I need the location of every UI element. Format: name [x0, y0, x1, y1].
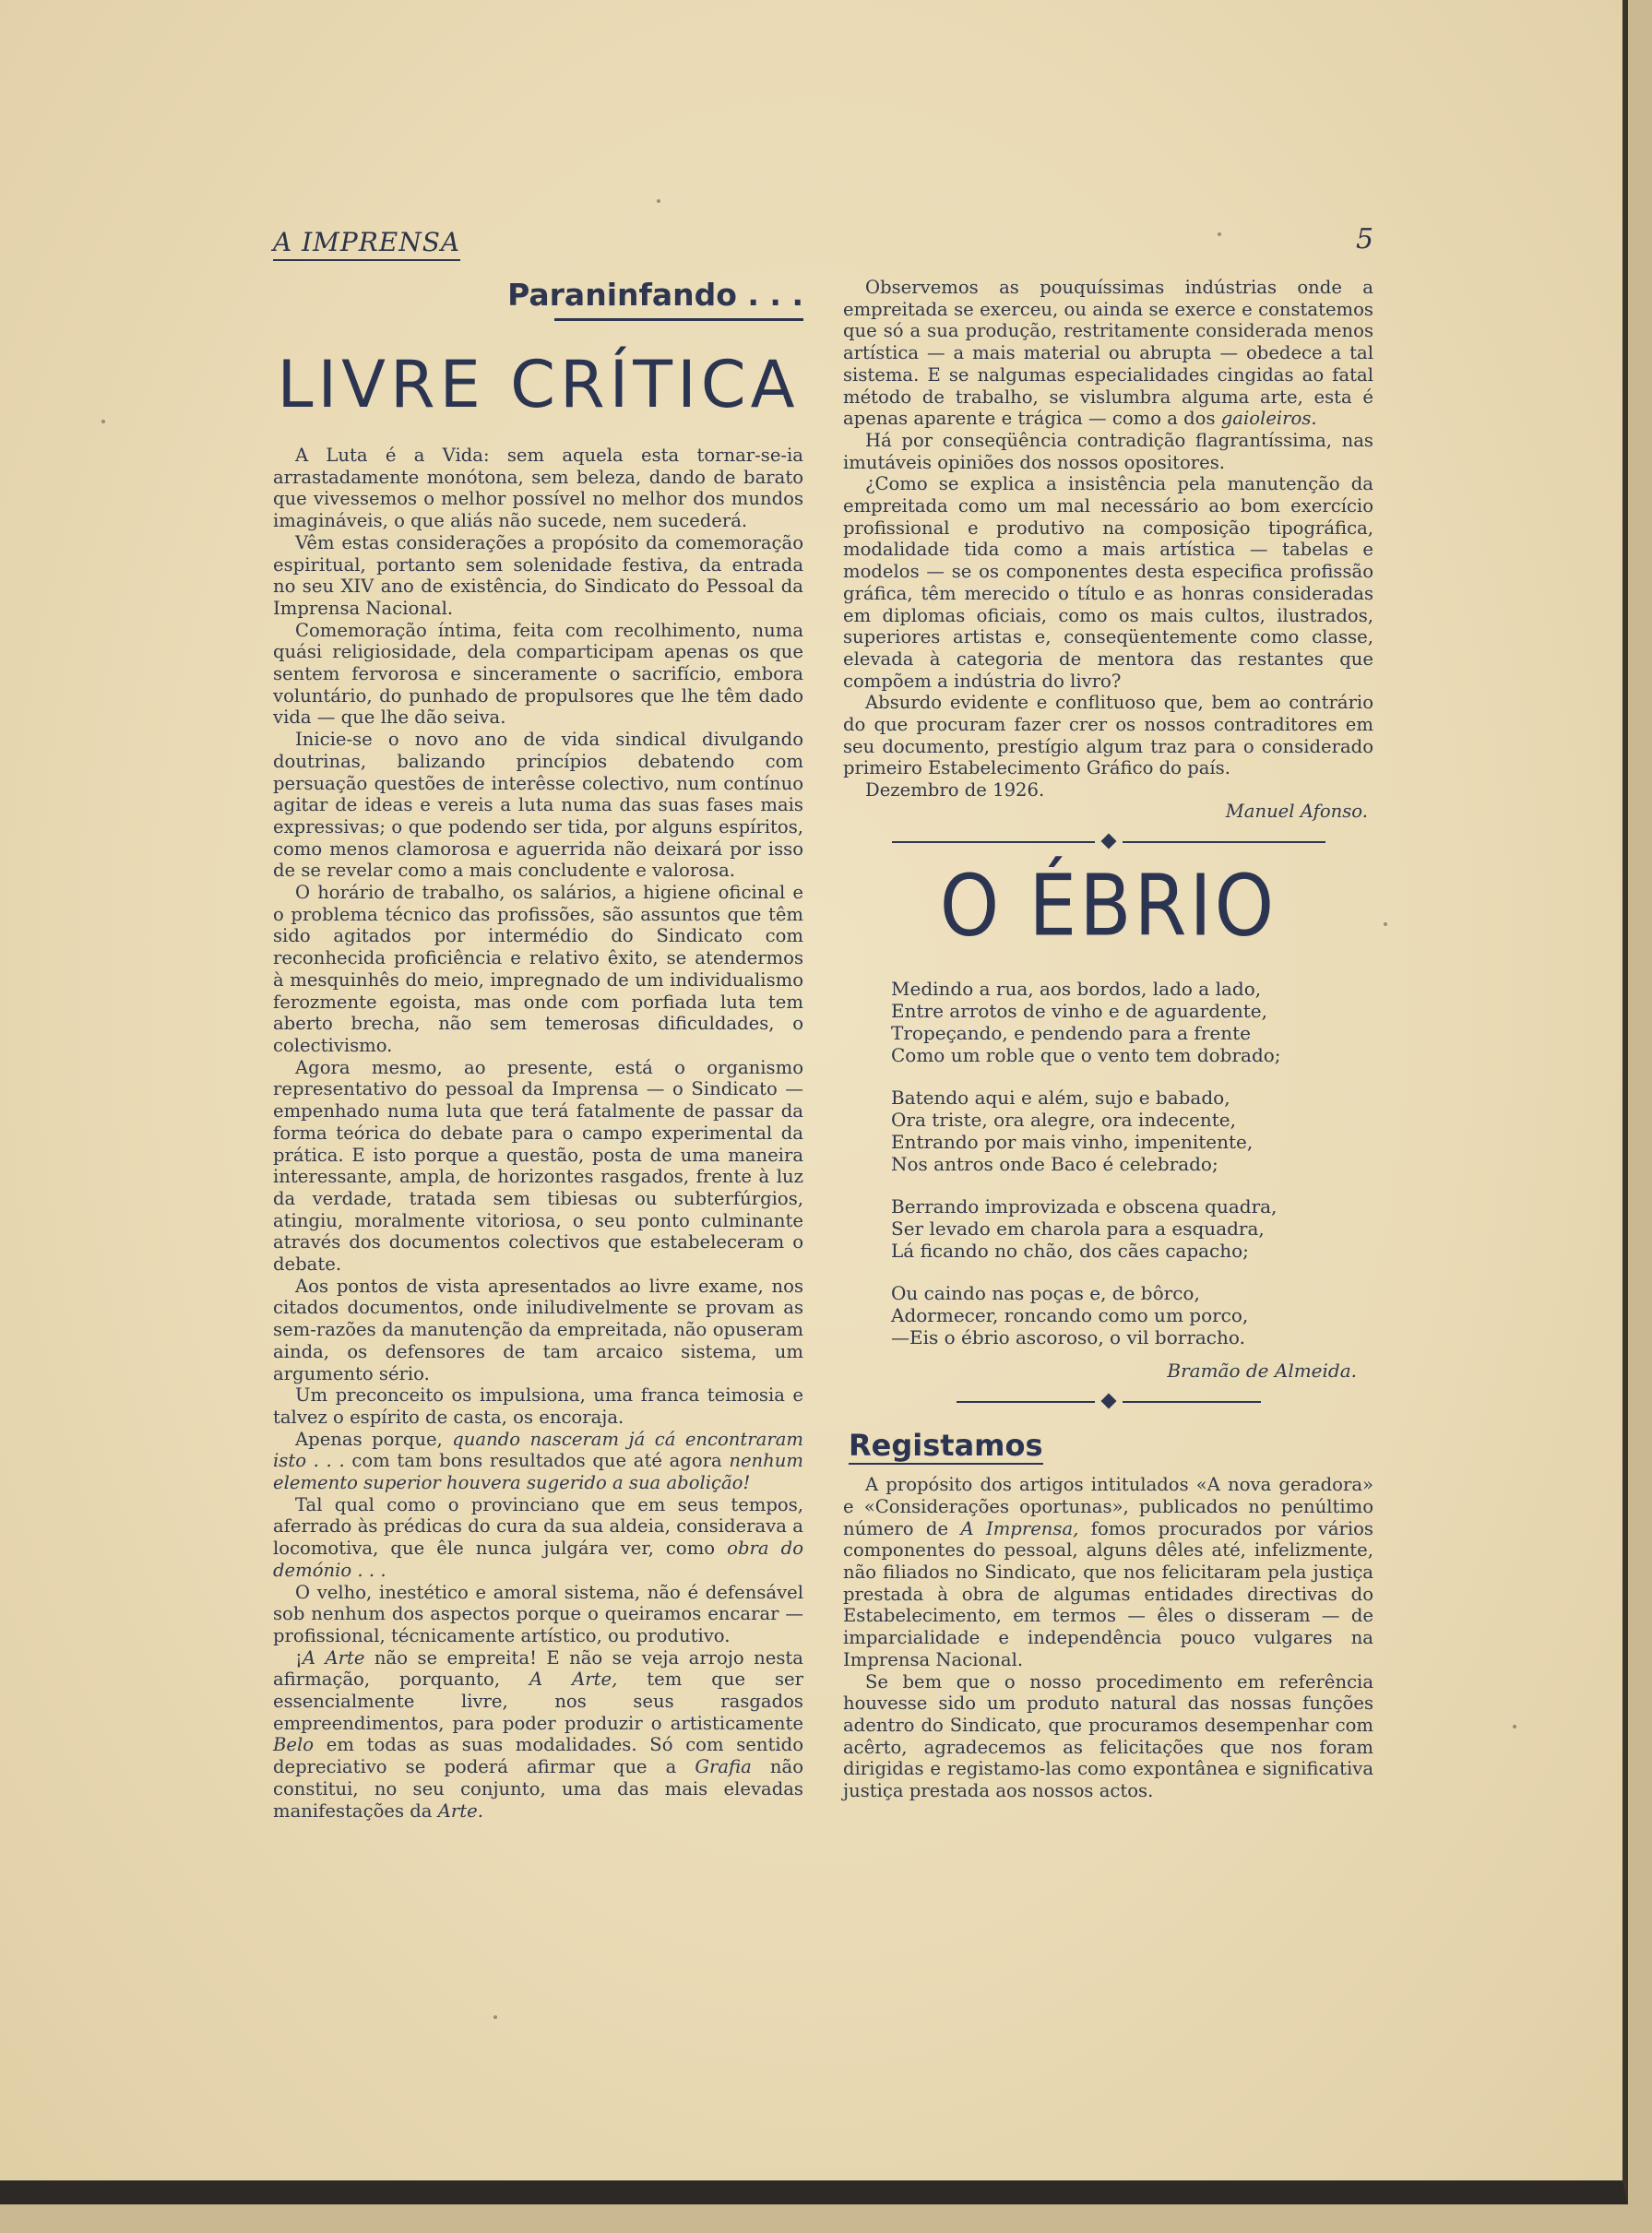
article-paragraph: Comemoração íntima, feita com recolhimento, numa quási religiosidade, dela comparticipam apenas os que sentem fervorosa e sinceramente o sacrifício, embora voluntário, do punhado de propulsores que lhe têm dado vida — que lhe dão seiva.	[273, 619, 803, 729]
article-paragraph: ¿Como se explica a insistência pela manutenção da empreitada como um mal necessário ao bom exercício profissional e produtivo na composição tipográfica, modalidade tida como a mais artística — tabelas e modelos — se os componentes desta especifica profissão gráfica, têm merecido o título e as honras consideradas em diplomas oficiais, como os mais cultos, ilustrados, superiores artistas e, conseqüentemente como classe, elevada à categoria de mentora das restantes que compõem a indústria do livro?	[843, 473, 1373, 692]
italic-word: Arte.	[437, 1799, 483, 1822]
article-paragraph: O horário de trabalho, os salários, a higiene oficinal e o problema técnico das profissões, são assuntos que têm sido agitados por intermédio do Sindicato com reconhecida proficiência e relativo êxito, se atendermos à mesquinhês do meio, impregnado de um individualismo ferozmente egoista, mas onde com porfiada luta tem aberto brecha, não sem temerosas dificuldades, o colectivismo.	[273, 882, 803, 1056]
italic-quote: nenhum elemento superior houvera sugerido a sua abolição!	[273, 1450, 803, 1494]
article-body	[843, 1474, 1373, 1802]
left-column	[273, 277, 803, 1822]
text-run: não se empreita! E não se veja arrojo nesta afirmação, porquanto,	[273, 1646, 803, 1691]
verse-line: Lá ficando no chão, dos cães capacho;	[891, 1240, 1249, 1263]
verse-line: Ora triste, ora alegre, ora indecente,	[891, 1109, 1236, 1132]
verse-line: Nos antros onde Baco é celebrado;	[891, 1153, 1218, 1176]
italic-word: A Arte,	[529, 1669, 618, 1691]
text-run: Apenas porque,	[295, 1428, 443, 1450]
article-paragraph: Aos pontos de vista apresentados ao livre exame, nos citados documentos, onde iniludivelmente se provam as sem-razões da manutenção da empreitada, não opuseram ainda, os defensores de tam arcaico sistema, um argumento sério.	[273, 1275, 803, 1384]
italic-quote: obra do demónio . . .	[273, 1538, 803, 1581]
article-paragraph	[273, 1429, 803, 1494]
verse-line: —Eis o ébrio ascoroso, o vil borracho.	[891, 1326, 1245, 1349]
article-paragraph: Agora mesmo, ao presente, está o organismo representativo do pessoal da Imprensa — o Sindicato — empenhado numa luta que terá fatalmente de passar da forma teórica do debate para o campo experimental da prática. E isto porque a questão, posta de uma maneira interessante, ampla, de horizontes rasgados, frente à luz da verdade, tratada sem tibiesas ou subterfúrgios, atingiu, moralmente vitoriosa, o seu ponto culminante através dos documentos colectivos que estabeleceram o debate.	[273, 1056, 803, 1276]
divider-line	[892, 841, 1095, 843]
page-number: 5	[1356, 223, 1374, 255]
text-run: fomos procurados por vários componentes do pessoal, alguns dêles até, infelizmente, não filiados no Sindicato, que nos felicitaram pela justiça prestada à obra de algumas entidades directivas do Estabelecimento, em termos — êles o disseram — de imparcialidade e independência pouco vulgares na Imprensa Nacional.	[843, 1517, 1373, 1670]
text-run: tem que ser essencialmente livre, nos seus rasgados empreendimentos, para poder produzir o artisticamente	[273, 1669, 804, 1734]
verse-line: Batendo aqui e além, sujo e babado,	[891, 1087, 1230, 1110]
section-heading: Registamos	[849, 1428, 1043, 1464]
article-paragraph: A Luta é a Vida: sem aquela esta tornar-se-ia arrastadamente monótona, sem beleza, dando de barato que vivessemos o melhor possível no melhor dos mundos imagináveis, o que aliás não sucede, nem sucederá.	[273, 445, 803, 532]
text-run: Observemos as pouquíssimas indústrias onde a empreitada se exerceu, ou ainda se exerce e constatemos que só a sua produção, restritamente considerada menos artística — a mais material ou abrupta — obedece a tal sistema. E se nalgumas especialidades cingidas ao fatal método de trabalho, se vislumbra alguma arte, esta é apenas aparente e trágica — como a dos	[843, 277, 1373, 430]
article-author: Manuel Afonso.	[1225, 801, 1368, 823]
article-paragraph: Se bem que o nosso procedimento em referência houvesse sido um produto natural das nossas funções adentro do Sindicato, que procuramos desempenhar com acêrto, agradecemos as felicitações que nos foram dirigidas e registamo-las como expontânea e significativa justiça prestada aos nossos actos.	[843, 1670, 1373, 1802]
verse-line: Medindo a rua, aos bordos, lado a lado,	[891, 978, 1262, 1001]
italic-word: gaioleiros.	[1220, 408, 1317, 430]
poem-stanza	[891, 1282, 1373, 1348]
poem-author: Bramão de Almeida.	[1167, 1360, 1357, 1383]
text-run: não constitui, no seu conjunto, uma das mais elevadas manifestações da	[273, 1756, 803, 1822]
publication-header: A IMPRENSA	[273, 227, 460, 261]
article-date: Dezembro de 1926.	[865, 779, 1045, 802]
section-divider	[892, 833, 1325, 851]
article-continuation	[843, 277, 1373, 779]
text-run: Tal qual como o provinciano que em seus tempos, aferrado às prédicas do cura da sua aldeia, considerava a locomotiva, que êle nunca julgára ver, como	[273, 1493, 803, 1560]
verse-line: Tropeçando, e pendendo para a frente	[891, 1022, 1251, 1045]
divider-ornament	[1100, 1394, 1116, 1409]
article-paragraph: Vêm estas considerações a propósito da comemoração espiritual, portanto sem solenidade festiva, da entrada no seu XIV ano de existência, do Sindicato do Pessoal da Imprensa Nacional.	[273, 531, 803, 619]
verse-line: Entre arrotos de vinho e de aguardente,	[891, 1000, 1267, 1023]
verse-line: Como um roble que o vento tem dobrado;	[891, 1044, 1281, 1067]
divider-line	[1123, 1401, 1261, 1403]
divider-line	[1123, 841, 1325, 843]
article-paragraph: Um preconceito os impulsiona, uma franca teimosia e talvez o espírito de casta, os encoraja.	[273, 1384, 803, 1428]
italic-word: A Imprensa,	[960, 1517, 1079, 1539]
article-paragraph	[273, 1647, 803, 1823]
italic-word: Grafia	[695, 1756, 752, 1778]
verse-line: Ser levado em charola para a esquadra,	[891, 1217, 1265, 1241]
poem-stanza	[891, 1087, 1373, 1175]
italic-word: A Arte	[302, 1646, 365, 1669]
divider-line	[957, 1401, 1095, 1403]
article-paragraph: Há por conseqüência contradição flagrantíssima, nas imutáveis opiniões dos nossos opositores.	[843, 429, 1373, 473]
article-paragraph	[843, 277, 1373, 430]
article-paragraph: Inicie-se o novo ano de vida sindical divulgando doutrinas, balizando princípios debatendo com persuação questões de interêsse colectivo, num contínuo agitar de ideas e vereis a luta numa das suas fases mais expressivas; o que podendo ser tida, por alguns espíritos, como menos clamorosa e aguerrida não deixará por isso de se revelar como a mais concludente e valorosa.	[273, 729, 803, 882]
text-run: com tam bons resultados que até agora	[351, 1450, 722, 1472]
text-run: A propósito dos artigos intitulados «A nova geradora» e «Considerações oportunas», publicados no penúltimo número de	[843, 1474, 1373, 1539]
italic-quote: quando nasceram já cá encontraram isto . . .	[273, 1428, 803, 1472]
text-run: ¡	[295, 1646, 303, 1669]
verse-line: Adormecer, roncando como um porco,	[891, 1304, 1249, 1327]
article-paragraph	[273, 1494, 803, 1582]
divider-ornament	[1100, 834, 1116, 849]
text-run: em todas as suas modalidades. Só com sentido depreciativo se poderá afirmar que a	[273, 1734, 803, 1778]
poem-stanza	[891, 1195, 1373, 1262]
article-paragraph: O velho, inestético e amoral sistema, não é defensável sob nenhum dos aspectos porque o queiramos encarar — profissional, técnicamente artístico, ou produtivo.	[273, 1581, 803, 1646]
article-title: LIVRE CRÍTICA	[277, 347, 800, 422]
right-column	[843, 277, 1373, 1802]
section-divider	[957, 1393, 1261, 1411]
verse-line: Entrando por mais vinho, impenitente,	[891, 1131, 1254, 1154]
verse-line: Ou caindo nas poças e, de bôrco,	[891, 1282, 1200, 1305]
article-paragraph	[843, 1474, 1373, 1670]
article-body	[273, 445, 803, 1822]
verse-line: Berrando improvizada e obscena quadra,	[891, 1195, 1278, 1218]
poem-stanza	[891, 978, 1373, 1066]
article-paragraph: Absurdo evidente e conflituoso que, bem ao contrário do que procuram fazer crer os nossos contraditores em seu documento, prestígio algum traz para o considerado primeiro Estabelecimento Gráfico do país.	[843, 692, 1373, 779]
kicker-underline	[554, 318, 803, 321]
italic-word: Belo	[273, 1734, 315, 1756]
article-kicker: Paraninfando . . .	[507, 277, 803, 313]
poem-title: O ÉBRIO	[939, 857, 1278, 956]
